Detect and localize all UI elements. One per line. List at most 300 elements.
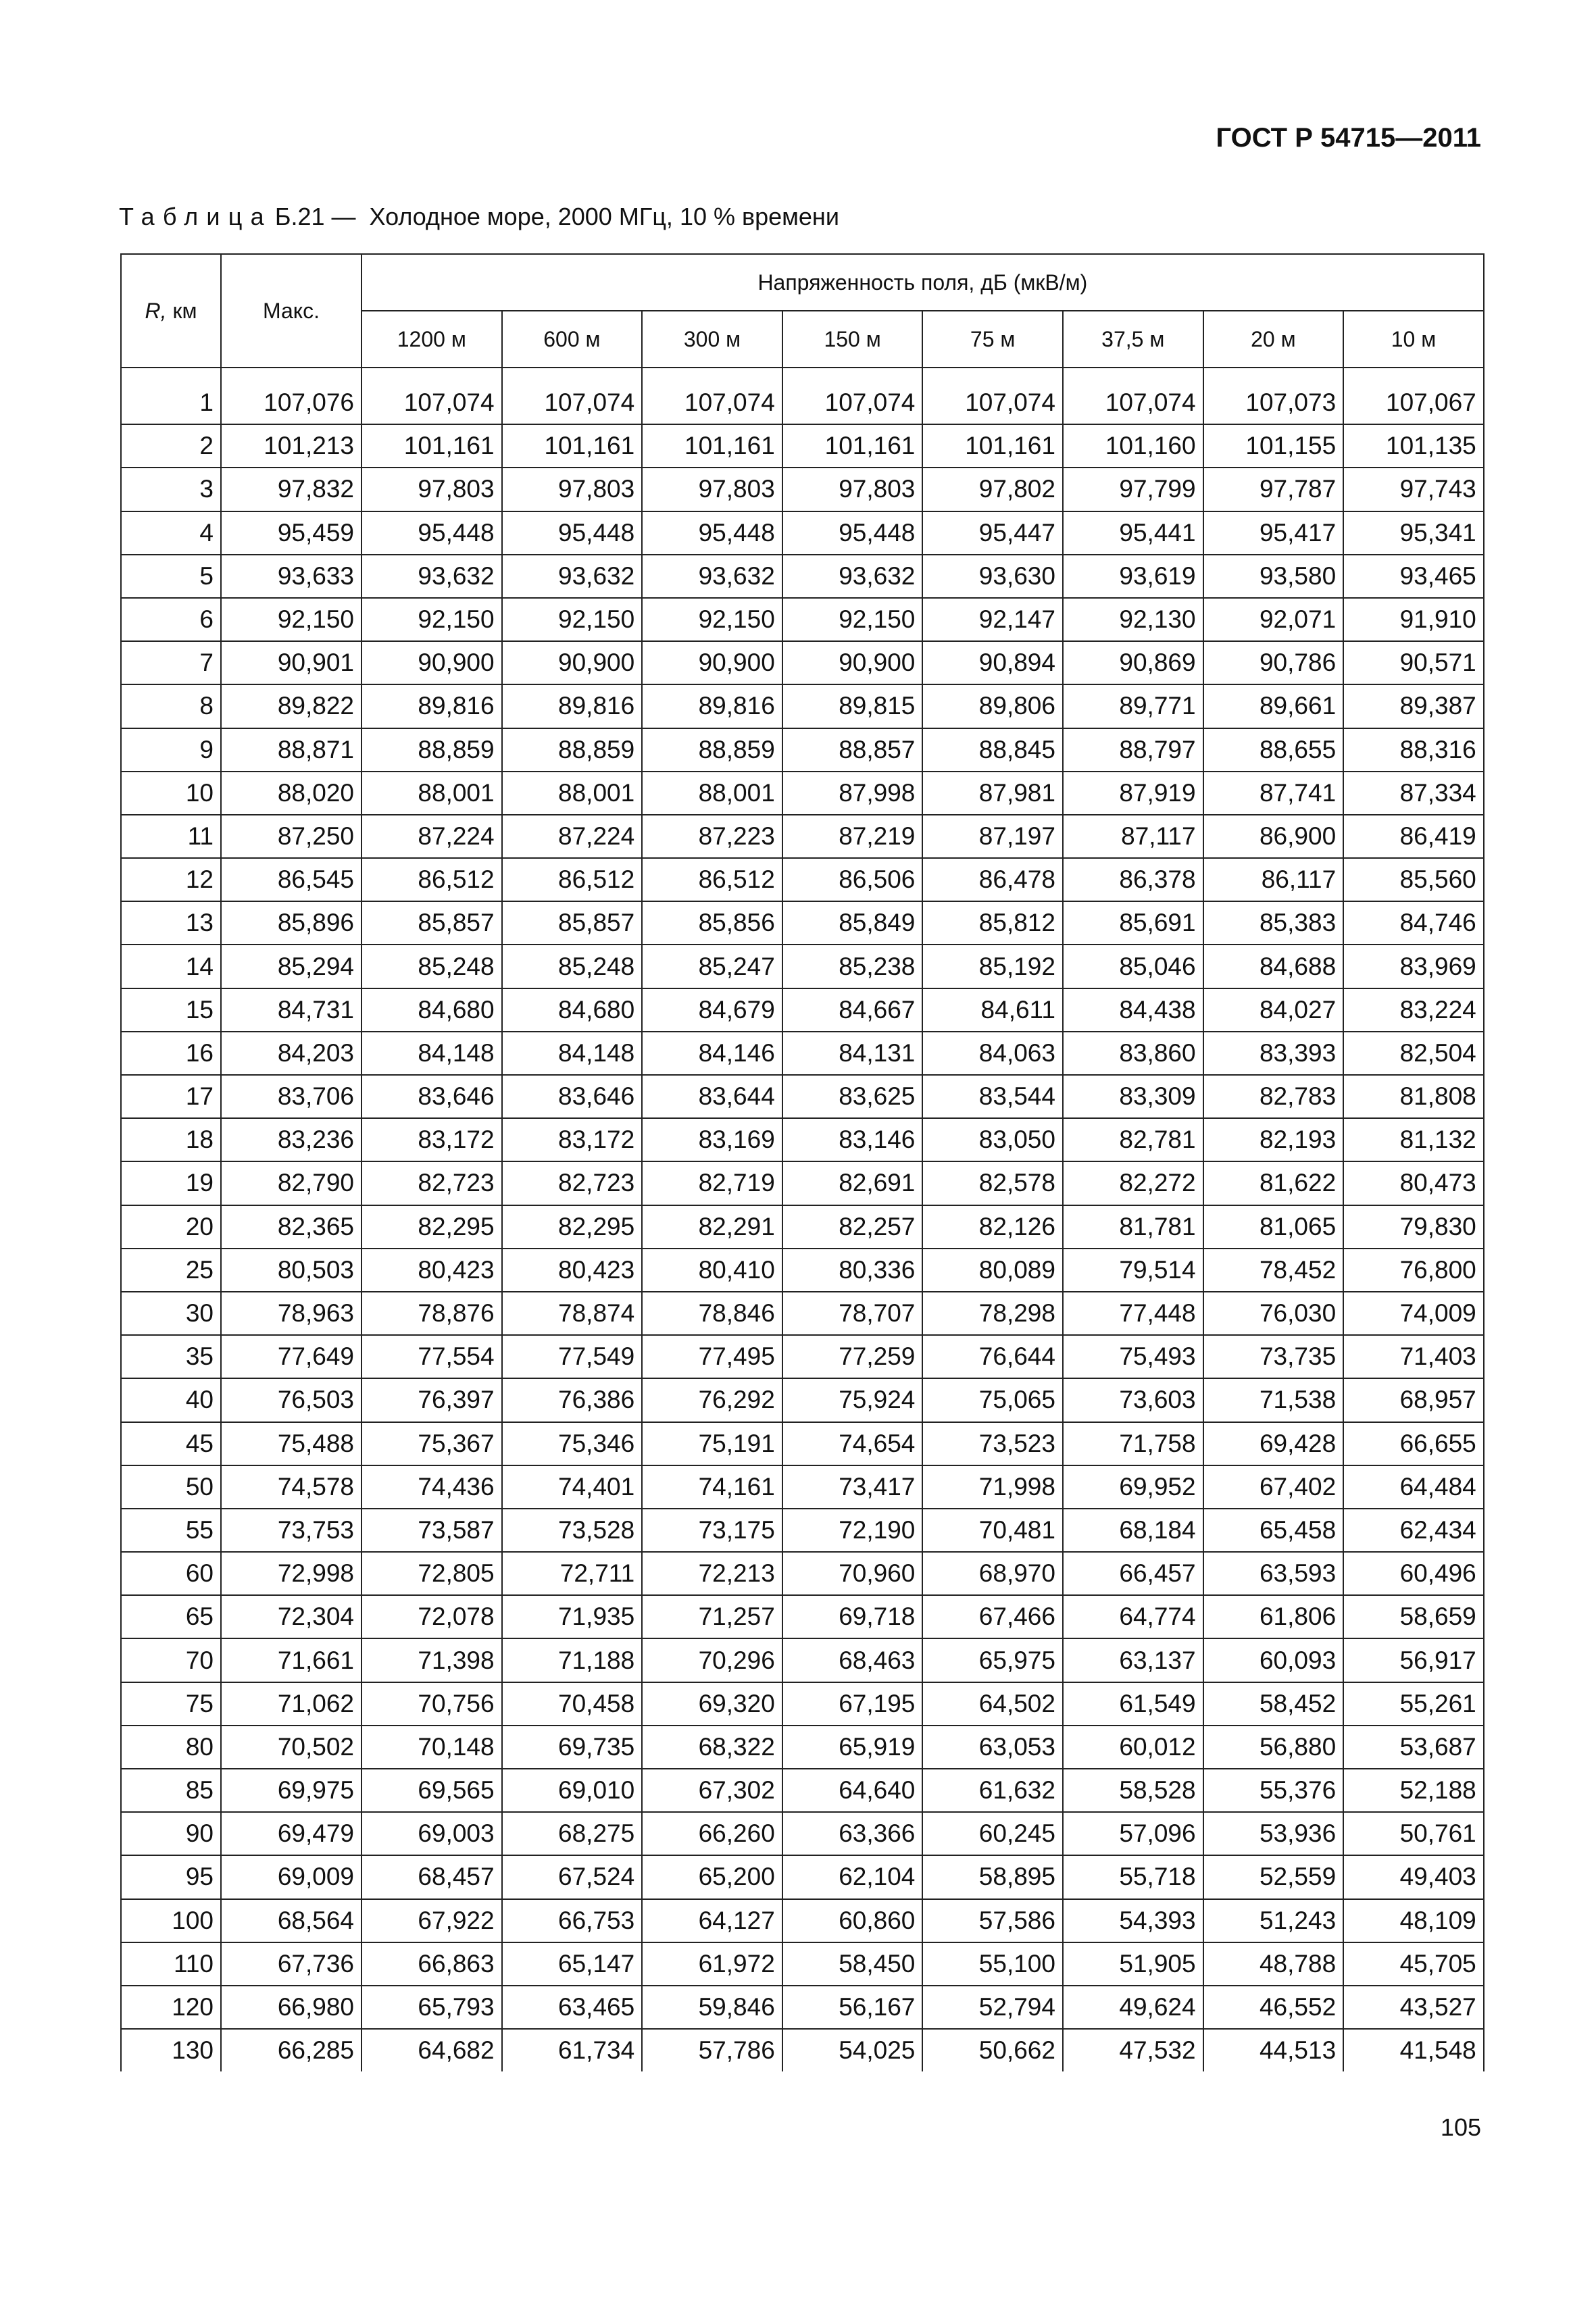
value-cell: 90,900 — [502, 641, 643, 684]
value-cell: 83,646 — [502, 1075, 643, 1118]
table-row — [121, 1292, 1484, 1335]
value-cell: 63,465 — [502, 1986, 643, 2029]
value-cell: 65,793 — [361, 1986, 502, 2029]
table-body — [121, 368, 1484, 2071]
value-cell: 84,680 — [502, 988, 643, 1032]
value-cell: 62,434 — [1343, 1509, 1484, 1552]
distance-cell: 25 — [121, 1249, 221, 1292]
value-cell: 66,655 — [1343, 1422, 1484, 1465]
column-header-height: 10 м — [1343, 311, 1484, 368]
value-cell: 60,245 — [922, 1812, 1063, 1855]
value-cell: 57,586 — [922, 1899, 1063, 1942]
value-cell: 89,387 — [1343, 684, 1484, 728]
value-cell: 86,506 — [782, 858, 923, 901]
table-row — [121, 1465, 1484, 1509]
value-cell: 97,803 — [782, 468, 923, 511]
value-cell: 65,975 — [922, 1638, 1063, 1682]
value-cell: 82,504 — [1343, 1032, 1484, 1075]
distance-cell: 35 — [121, 1335, 221, 1378]
value-cell: 75,488 — [221, 1422, 361, 1465]
value-cell: 80,473 — [1343, 1161, 1484, 1205]
value-cell: 84,611 — [922, 988, 1063, 1032]
value-cell: 74,161 — [642, 1465, 782, 1509]
value-cell: 93,630 — [922, 555, 1063, 598]
table-row — [121, 1509, 1484, 1552]
value-cell: 67,302 — [642, 1769, 782, 1812]
distance-cell: 15 — [121, 988, 221, 1032]
caption-text: Холодное море, 2000 МГц, 10 % времени — [369, 203, 839, 230]
value-cell: 58,895 — [922, 1855, 1063, 1898]
distance-cell: 5 — [121, 555, 221, 598]
value-cell: 71,661 — [221, 1638, 361, 1682]
value-cell: 73,753 — [221, 1509, 361, 1552]
value-cell: 88,316 — [1343, 728, 1484, 772]
value-cell: 85,192 — [922, 945, 1063, 988]
value-cell: 87,224 — [502, 815, 643, 858]
value-cell: 90,900 — [782, 641, 923, 684]
value-cell: 84,146 — [642, 1032, 782, 1075]
value-cell: 76,386 — [502, 1378, 643, 1422]
value-cell: 89,816 — [502, 684, 643, 728]
value-cell: 85,856 — [642, 901, 782, 945]
value-cell: 92,150 — [221, 598, 361, 641]
value-cell: 69,952 — [1063, 1465, 1203, 1509]
value-cell: 54,025 — [782, 2029, 923, 2071]
value-cell: 89,816 — [361, 684, 502, 728]
value-cell: 66,457 — [1063, 1552, 1203, 1595]
value-cell: 58,450 — [782, 1942, 923, 1986]
value-cell: 87,219 — [782, 815, 923, 858]
value-cell: 95,448 — [782, 511, 923, 555]
value-cell: 88,020 — [221, 772, 361, 815]
column-header-height: 150 м — [782, 311, 923, 368]
value-cell: 76,800 — [1343, 1249, 1484, 1292]
value-cell: 88,859 — [361, 728, 502, 772]
value-cell: 88,845 — [922, 728, 1063, 772]
value-cell: 65,147 — [502, 1942, 643, 1986]
value-cell: 61,806 — [1203, 1595, 1344, 1638]
value-cell: 61,734 — [502, 2029, 643, 2071]
table-row — [121, 598, 1484, 641]
value-cell: 64,484 — [1343, 1465, 1484, 1509]
table-row — [121, 424, 1484, 468]
header-spacer-row — [121, 368, 1484, 382]
value-cell: 93,632 — [502, 555, 643, 598]
table-row — [121, 1032, 1484, 1075]
value-cell: 76,397 — [361, 1378, 502, 1422]
distance-cell: 85 — [121, 1769, 221, 1812]
value-cell: 81,622 — [1203, 1161, 1344, 1205]
table-row — [121, 1726, 1484, 1769]
value-cell: 82,783 — [1203, 1075, 1344, 1118]
distance-cell: 90 — [121, 1812, 221, 1855]
value-cell: 82,723 — [502, 1161, 643, 1205]
value-cell: 73,175 — [642, 1509, 782, 1552]
value-cell: 62,104 — [782, 1855, 923, 1898]
value-cell: 52,559 — [1203, 1855, 1344, 1898]
value-cell: 82,295 — [361, 1205, 502, 1249]
value-cell: 73,735 — [1203, 1335, 1344, 1378]
distance-cell: 6 — [121, 598, 221, 641]
value-cell: 63,053 — [922, 1726, 1063, 1769]
value-cell: 90,786 — [1203, 641, 1344, 684]
value-cell: 64,774 — [1063, 1595, 1203, 1638]
value-cell: 85,248 — [361, 945, 502, 988]
caption-prefix: Таблица — [119, 203, 272, 230]
value-cell: 60,860 — [782, 1899, 923, 1942]
distance-cell: 120 — [121, 1986, 221, 2029]
value-cell: 74,578 — [221, 1465, 361, 1509]
table-row — [121, 1075, 1484, 1118]
value-cell: 63,593 — [1203, 1552, 1344, 1595]
value-cell: 82,126 — [922, 1205, 1063, 1249]
value-cell: 47,532 — [1063, 2029, 1203, 2071]
distance-cell: 3 — [121, 468, 221, 511]
value-cell: 85,691 — [1063, 901, 1203, 945]
table-row — [121, 641, 1484, 684]
value-cell: 107,074 — [642, 382, 782, 424]
distance-cell: 20 — [121, 1205, 221, 1249]
value-cell: 83,646 — [361, 1075, 502, 1118]
value-cell: 72,805 — [361, 1552, 502, 1595]
value-cell: 93,619 — [1063, 555, 1203, 598]
column-group-header: Напряженность поля, дБ (мкВ/м) — [361, 254, 1484, 311]
document-code: ГОСТ Р 54715—2011 — [1216, 123, 1481, 153]
value-cell: 70,481 — [922, 1509, 1063, 1552]
value-cell: 87,223 — [642, 815, 782, 858]
value-cell: 77,549 — [502, 1335, 643, 1378]
distance-cell: 30 — [121, 1292, 221, 1335]
value-cell: 74,401 — [502, 1465, 643, 1509]
value-cell: 107,074 — [502, 382, 643, 424]
value-cell: 85,812 — [922, 901, 1063, 945]
value-cell: 83,050 — [922, 1118, 1063, 1161]
distance-cell: 95 — [121, 1855, 221, 1898]
value-cell: 90,901 — [221, 641, 361, 684]
value-cell: 74,654 — [782, 1422, 923, 1465]
table-row — [121, 555, 1484, 598]
value-cell: 70,296 — [642, 1638, 782, 1682]
value-cell: 69,320 — [642, 1682, 782, 1726]
value-cell: 101,135 — [1343, 424, 1484, 468]
value-cell: 77,259 — [782, 1335, 923, 1378]
value-cell: 83,625 — [782, 1075, 923, 1118]
value-cell: 107,074 — [782, 382, 923, 424]
value-cell: 48,109 — [1343, 1899, 1484, 1942]
value-cell: 68,184 — [1063, 1509, 1203, 1552]
value-cell: 95,441 — [1063, 511, 1203, 555]
distance-cell: 17 — [121, 1075, 221, 1118]
value-cell: 93,632 — [782, 555, 923, 598]
value-cell: 107,074 — [922, 382, 1063, 424]
value-cell: 55,100 — [922, 1942, 1063, 1986]
value-cell: 77,495 — [642, 1335, 782, 1378]
distance-cell: 75 — [121, 1682, 221, 1726]
value-cell: 85,896 — [221, 901, 361, 945]
distance-cell: 65 — [121, 1595, 221, 1638]
distance-cell: 45 — [121, 1422, 221, 1465]
value-cell: 57,096 — [1063, 1812, 1203, 1855]
value-cell: 76,644 — [922, 1335, 1063, 1378]
value-cell: 107,067 — [1343, 382, 1484, 424]
value-cell: 97,799 — [1063, 468, 1203, 511]
value-cell: 84,731 — [221, 988, 361, 1032]
value-cell: 93,632 — [642, 555, 782, 598]
value-cell: 72,213 — [642, 1552, 782, 1595]
value-cell: 88,001 — [502, 772, 643, 815]
value-cell: 87,197 — [922, 815, 1063, 858]
value-cell: 61,549 — [1063, 1682, 1203, 1726]
value-cell: 107,073 — [1203, 382, 1344, 424]
value-cell: 61,632 — [922, 1769, 1063, 1812]
value-cell: 85,248 — [502, 945, 643, 988]
value-cell: 93,465 — [1343, 555, 1484, 598]
distance-cell: 4 — [121, 511, 221, 555]
value-cell: 71,758 — [1063, 1422, 1203, 1465]
value-cell: 64,640 — [782, 1769, 923, 1812]
distance-cell: 7 — [121, 641, 221, 684]
field-strength-table — [120, 253, 1485, 2071]
value-cell: 69,003 — [361, 1812, 502, 1855]
value-cell: 71,188 — [502, 1638, 643, 1682]
table-row — [121, 1986, 1484, 2029]
value-cell: 50,662 — [922, 2029, 1063, 2071]
value-cell: 82,257 — [782, 1205, 923, 1249]
value-cell: 92,150 — [361, 598, 502, 641]
table-row — [121, 772, 1484, 815]
value-cell: 66,863 — [361, 1942, 502, 1986]
value-cell: 92,150 — [642, 598, 782, 641]
table-row — [121, 901, 1484, 945]
value-cell: 61,972 — [642, 1942, 782, 1986]
value-cell: 82,723 — [361, 1161, 502, 1205]
value-cell: 107,074 — [1063, 382, 1203, 424]
value-cell: 64,682 — [361, 2029, 502, 2071]
value-cell: 73,523 — [922, 1422, 1063, 1465]
value-cell: 82,295 — [502, 1205, 643, 1249]
value-cell: 95,448 — [502, 511, 643, 555]
value-cell: 66,260 — [642, 1812, 782, 1855]
value-cell: 93,632 — [361, 555, 502, 598]
value-cell: 75,367 — [361, 1422, 502, 1465]
value-cell: 68,275 — [502, 1812, 643, 1855]
value-cell: 88,001 — [642, 772, 782, 815]
value-cell: 78,707 — [782, 1292, 923, 1335]
value-cell: 67,922 — [361, 1899, 502, 1942]
value-cell: 72,190 — [782, 1509, 923, 1552]
value-cell: 90,894 — [922, 641, 1063, 684]
value-cell: 85,046 — [1063, 945, 1203, 988]
value-cell: 59,846 — [642, 1986, 782, 2029]
value-cell: 53,687 — [1343, 1726, 1484, 1769]
column-header-height: 20 м — [1203, 311, 1344, 368]
value-cell: 82,719 — [642, 1161, 782, 1205]
table-row — [121, 945, 1484, 988]
table-row — [121, 988, 1484, 1032]
value-cell: 69,565 — [361, 1769, 502, 1812]
value-cell: 57,786 — [642, 2029, 782, 2071]
value-cell: 70,148 — [361, 1726, 502, 1769]
value-cell: 83,309 — [1063, 1075, 1203, 1118]
table-row — [121, 1942, 1484, 1986]
value-cell: 68,457 — [361, 1855, 502, 1898]
value-cell: 69,718 — [782, 1595, 923, 1638]
distance-symbol: R, — [145, 298, 167, 323]
value-cell: 78,874 — [502, 1292, 643, 1335]
distance-cell: 40 — [121, 1378, 221, 1422]
value-cell: 97,803 — [361, 468, 502, 511]
value-cell: 70,502 — [221, 1726, 361, 1769]
value-cell: 80,423 — [502, 1249, 643, 1292]
table-row — [121, 1249, 1484, 1292]
value-cell: 79,830 — [1343, 1205, 1484, 1249]
page-number: 105 — [1440, 2113, 1481, 2141]
value-cell: 89,816 — [642, 684, 782, 728]
value-cell: 84,746 — [1343, 901, 1484, 945]
value-cell: 80,503 — [221, 1249, 361, 1292]
value-cell: 75,924 — [782, 1378, 923, 1422]
value-cell: 56,167 — [782, 1986, 923, 2029]
value-cell: 83,172 — [502, 1118, 643, 1161]
table-row — [121, 1378, 1484, 1422]
value-cell: 71,257 — [642, 1595, 782, 1638]
value-cell: 97,787 — [1203, 468, 1344, 511]
distance-cell: 14 — [121, 945, 221, 988]
value-cell: 92,071 — [1203, 598, 1344, 641]
value-cell: 84,063 — [922, 1032, 1063, 1075]
value-cell: 78,876 — [361, 1292, 502, 1335]
value-cell: 90,900 — [642, 641, 782, 684]
value-cell: 85,560 — [1343, 858, 1484, 901]
distance-cell: 70 — [121, 1638, 221, 1682]
value-cell: 77,649 — [221, 1335, 361, 1378]
table-row — [121, 1552, 1484, 1595]
value-cell: 82,691 — [782, 1161, 923, 1205]
value-cell: 95,447 — [922, 511, 1063, 555]
value-cell: 58,452 — [1203, 1682, 1344, 1726]
value-cell: 84,027 — [1203, 988, 1344, 1032]
value-cell: 95,448 — [642, 511, 782, 555]
table-row — [121, 728, 1484, 772]
value-cell: 92,147 — [922, 598, 1063, 641]
value-cell: 64,502 — [922, 1682, 1063, 1726]
table-row — [121, 1812, 1484, 1855]
column-header-height: 300 м — [642, 311, 782, 368]
value-cell: 52,188 — [1343, 1769, 1484, 1812]
value-cell: 78,452 — [1203, 1249, 1344, 1292]
value-cell: 86,545 — [221, 858, 361, 901]
value-cell: 67,736 — [221, 1942, 361, 1986]
value-cell: 51,905 — [1063, 1942, 1203, 1986]
value-cell: 82,578 — [922, 1161, 1063, 1205]
value-cell: 75,191 — [642, 1422, 782, 1465]
value-cell: 87,998 — [782, 772, 923, 815]
value-cell: 71,538 — [1203, 1378, 1344, 1422]
column-header-height: 37,5 м — [1063, 311, 1203, 368]
value-cell: 49,403 — [1343, 1855, 1484, 1898]
value-cell: 70,458 — [502, 1682, 643, 1726]
table-row — [121, 2029, 1484, 2071]
value-cell: 69,428 — [1203, 1422, 1344, 1465]
value-cell: 83,172 — [361, 1118, 502, 1161]
value-cell: 101,160 — [1063, 424, 1203, 468]
value-cell: 86,419 — [1343, 815, 1484, 858]
value-cell: 89,822 — [221, 684, 361, 728]
distance-cell: 100 — [121, 1899, 221, 1942]
value-cell: 53,936 — [1203, 1812, 1344, 1855]
value-cell: 71,998 — [922, 1465, 1063, 1509]
value-cell: 76,030 — [1203, 1292, 1344, 1335]
value-cell: 81,808 — [1343, 1075, 1484, 1118]
value-cell: 56,917 — [1343, 1638, 1484, 1682]
value-cell: 87,741 — [1203, 772, 1344, 815]
value-cell: 87,250 — [221, 815, 361, 858]
value-cell: 76,292 — [642, 1378, 782, 1422]
value-cell: 82,365 — [221, 1205, 361, 1249]
value-cell: 83,544 — [922, 1075, 1063, 1118]
distance-cell: 2 — [121, 424, 221, 468]
table-row — [121, 1335, 1484, 1378]
value-cell: 101,161 — [782, 424, 923, 468]
value-cell: 76,503 — [221, 1378, 361, 1422]
value-cell: 88,655 — [1203, 728, 1344, 772]
value-cell: 55,261 — [1343, 1682, 1484, 1726]
distance-cell: 13 — [121, 901, 221, 945]
value-cell: 68,322 — [642, 1726, 782, 1769]
value-cell: 52,794 — [922, 1986, 1063, 2029]
value-cell: 75,065 — [922, 1378, 1063, 1422]
table-row — [121, 684, 1484, 728]
value-cell: 78,963 — [221, 1292, 361, 1335]
distance-cell: 50 — [121, 1465, 221, 1509]
value-cell: 43,527 — [1343, 1986, 1484, 2029]
value-cell: 97,802 — [922, 468, 1063, 511]
value-cell: 89,771 — [1063, 684, 1203, 728]
table-row — [121, 858, 1484, 901]
value-cell: 48,788 — [1203, 1942, 1344, 1986]
value-cell: 71,935 — [502, 1595, 643, 1638]
value-cell: 66,285 — [221, 2029, 361, 2071]
value-cell: 72,078 — [361, 1595, 502, 1638]
value-cell: 55,376 — [1203, 1769, 1344, 1812]
value-cell: 74,436 — [361, 1465, 502, 1509]
value-cell: 84,438 — [1063, 988, 1203, 1032]
value-cell: 82,272 — [1063, 1161, 1203, 1205]
value-cell: 79,514 — [1063, 1249, 1203, 1292]
table-row — [121, 1205, 1484, 1249]
value-cell: 84,131 — [782, 1032, 923, 1075]
value-cell: 68,564 — [221, 1899, 361, 1942]
value-cell: 83,860 — [1063, 1032, 1203, 1075]
value-cell: 101,155 — [1203, 424, 1344, 468]
value-cell: 88,797 — [1063, 728, 1203, 772]
value-cell: 65,458 — [1203, 1509, 1344, 1552]
table-row — [121, 1855, 1484, 1898]
value-cell: 85,857 — [502, 901, 643, 945]
value-cell: 72,304 — [221, 1595, 361, 1638]
value-cell: 89,661 — [1203, 684, 1344, 728]
value-cell: 86,900 — [1203, 815, 1344, 858]
value-cell: 83,169 — [642, 1118, 782, 1161]
value-cell: 69,010 — [502, 1769, 643, 1812]
value-cell: 83,969 — [1343, 945, 1484, 988]
value-cell: 92,150 — [782, 598, 923, 641]
value-cell: 89,815 — [782, 684, 923, 728]
table-caption — [119, 203, 839, 231]
value-cell: 88,871 — [221, 728, 361, 772]
value-cell: 101,161 — [642, 424, 782, 468]
value-cell: 70,960 — [782, 1552, 923, 1595]
